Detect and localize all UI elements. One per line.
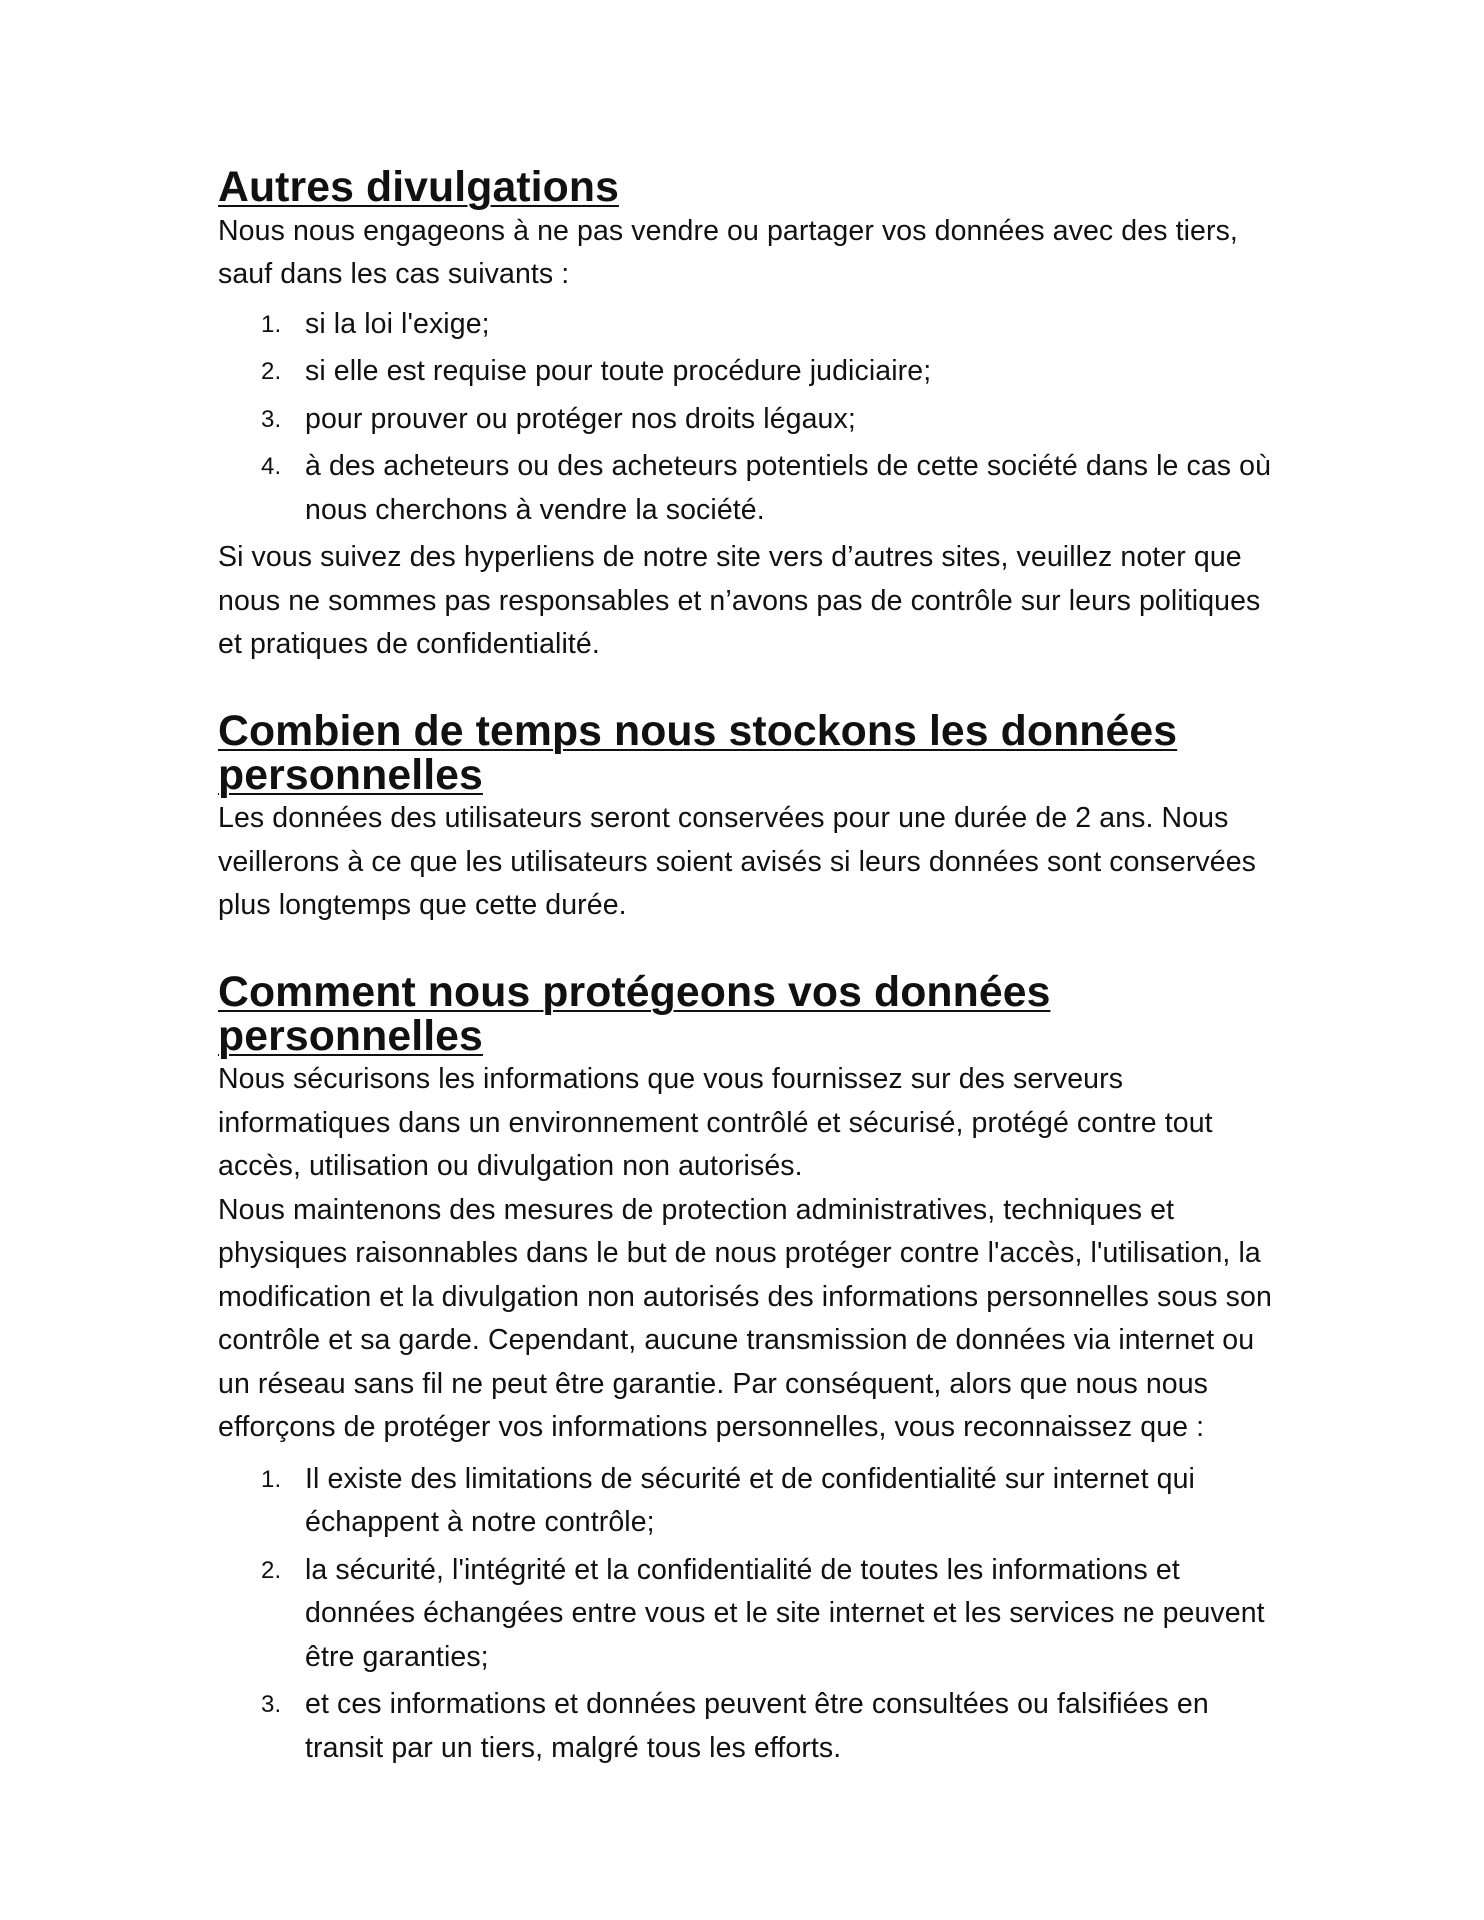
protection-paragraph-2: Nous maintenons des mesures de protection administratives, techniques et physiques raisonnables dans le but de nous protéger contre l'accès, l'utilisation, la modification et la divulgation non autorisés des informations personnelles sous son contrôle et sa garde. Cependant, aucune transmission de données via internet ou un réseau sans fil ne peut être garantie. Par conséquent, alors que nous nous efforçons de protéger vos informations personnelles, vous reconnaissez que : bbox=[218, 1193, 1272, 1443]
disclosure-list bbox=[218, 303, 1278, 533]
retention-paragraph: Les données des utilisateurs seront conservées pour une durée de 2 ans. Nous veillerons à ce que les utilisateurs soient avisés si leurs données sont conservées plus longtemps que cette durée. bbox=[218, 802, 1257, 921]
list-item bbox=[218, 445, 1278, 532]
list-item-text: pour prouver ou protéger nos droits légaux; bbox=[305, 402, 856, 435]
protection-paragraph-1: Nous sécurisons les informations que vous fournissez sur des serveurs informatiques dans un environnement contrôlé et sécurisé, protégé contre tout accès, utilisation ou divulgation non autorisés. bbox=[218, 1063, 1213, 1182]
section-heading-protection: Comment nous protégeons vos données personnelles bbox=[218, 968, 1051, 1060]
list-item-text: si elle est requise pour toute procédure judiciaire; bbox=[305, 355, 932, 387]
section-outro: Si vous suivez des hyperliens de notre site vers d’autres sites, veuillez noter que nous ne sommes pas responsables et n’avons pas de contrôle sur leurs politiques et pratiques de confidentialité. bbox=[218, 541, 1261, 660]
list-item bbox=[218, 1549, 1278, 1680]
list-number: 1. bbox=[261, 310, 282, 338]
acknowledgement-list bbox=[218, 1458, 1278, 1771]
section-heading-other-disclosures: Autres divulgations bbox=[218, 163, 619, 211]
section-spacer bbox=[218, 667, 1278, 711]
section-spacer bbox=[218, 928, 1278, 972]
list-item-text: à des acheteurs ou des acheteurs potentiels de cette société dans le cas où nous cherchons à vendre la société. bbox=[305, 450, 1272, 526]
list-item-text: et ces informations et données peuvent être consultées ou falsifiées en transit par un tiers, malgré tous les efforts. bbox=[305, 1688, 1209, 1764]
list-item bbox=[218, 1683, 1278, 1770]
section-intro: Nous nous engageons à ne pas vendre ou partager vos données avec des tiers, sauf dans les cas suivants : bbox=[218, 214, 1238, 290]
list-number: 3. bbox=[261, 1691, 282, 1718]
list-item-text: si la loi l'exige; bbox=[305, 307, 490, 340]
section-heading-retention: Combien de temps nous stockons les données personnelles bbox=[218, 707, 1178, 799]
list-item-text: la sécurité, l'intégrité et la confidentialité de toutes les informations et données échangées entre vous et le site internet et les services ne peuvent être garanties; bbox=[305, 1553, 1265, 1673]
list-number: 2. bbox=[261, 1556, 282, 1584]
list-number: 4. bbox=[261, 453, 282, 480]
list-number: 3. bbox=[261, 405, 282, 433]
list-item-text: Il existe des limitations de sécurité et de confidentialité sur internet qui échappent à notre contrôle; bbox=[305, 1462, 1195, 1538]
list-number: 1. bbox=[261, 1465, 282, 1493]
list-item bbox=[218, 303, 1278, 347]
list-item bbox=[218, 1458, 1278, 1545]
document-page bbox=[218, 163, 1278, 1774]
list-item bbox=[218, 350, 1278, 394]
list-number: 2. bbox=[261, 358, 282, 385]
list-item bbox=[218, 398, 1278, 442]
